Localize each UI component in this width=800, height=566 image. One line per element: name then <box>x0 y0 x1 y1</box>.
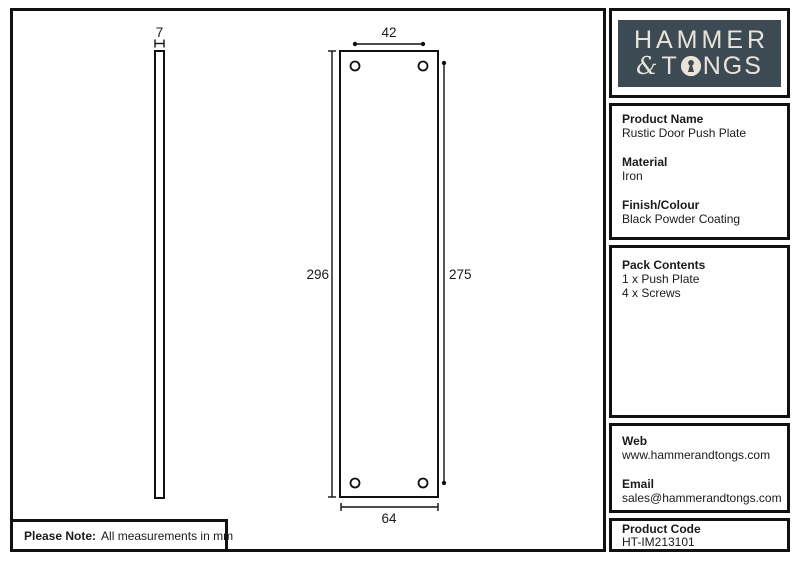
height-dimension-line <box>328 51 336 497</box>
width-dimension-label: 64 <box>381 511 397 526</box>
height-dimension-label: 296 <box>306 267 329 282</box>
drawing-panel <box>10 8 606 552</box>
pack-contents-label: Pack Contents <box>622 258 706 272</box>
material-label: Material <box>622 155 668 169</box>
thickness-dimension-line <box>155 40 164 48</box>
ampersand-glyph: & <box>636 51 660 80</box>
screw-hole-top-left <box>351 62 360 71</box>
note-label: Please Note: <box>24 528 97 543</box>
product-name-label: Product Name <box>622 112 704 126</box>
logo-panel <box>609 8 790 98</box>
finish-colour-value: Black Powder Coating <box>622 212 741 226</box>
logo-word-tongs <box>636 53 763 80</box>
email-value: sales@hammerandtongs.com <box>622 491 782 505</box>
hole-span-y-dimension-label: 275 <box>449 267 472 282</box>
pack-contents-item-1: 1 x Push Plate <box>622 272 700 286</box>
material-value: Iron <box>622 169 643 183</box>
hole-span-y-dimension-line <box>442 61 446 485</box>
web-label: Web <box>622 434 648 448</box>
pack-contents-panel <box>609 245 790 418</box>
product-info-panel <box>609 103 790 240</box>
product-code-label: Product Code <box>622 522 701 536</box>
screw-hole-top-right <box>419 62 428 71</box>
product-code-panel <box>609 518 790 552</box>
note-text: All measurements in mm <box>101 528 234 543</box>
finish-colour-field <box>622 198 779 226</box>
screw-hole-bottom-left <box>351 479 360 488</box>
front-view-rect <box>340 51 438 497</box>
material-field <box>622 155 779 183</box>
keyhole-icon <box>680 55 702 77</box>
hole-span-x-dimension-label: 42 <box>381 25 397 40</box>
email-field <box>622 477 782 505</box>
product-code-value: HT-IM213101 <box>622 535 695 549</box>
hammer-and-tongs-logo <box>618 20 781 87</box>
finish-colour-label: Finish/Colour <box>622 198 700 212</box>
contact-panel <box>609 423 790 513</box>
logo-word2-start: T <box>661 51 679 80</box>
screw-hole-bottom-right <box>419 479 428 488</box>
web-field <box>622 434 779 462</box>
web-value: www.hammerandtongs.com <box>622 448 771 462</box>
measurement-note <box>10 519 234 552</box>
technical-drawing <box>13 11 603 549</box>
pack-contents-item-2: 4 x Screws <box>622 286 681 300</box>
width-dimension-line <box>341 503 438 511</box>
email-label: Email <box>622 477 655 491</box>
logo-word2-end: NGS <box>702 51 763 80</box>
product-name-value: Rustic Door Push Plate <box>622 126 747 140</box>
product-name-field <box>622 112 779 140</box>
hole-span-x-dimension-line <box>353 42 425 46</box>
thickness-dimension-label: 7 <box>155 25 164 40</box>
logo-word-hammer: HAMMER <box>633 25 770 54</box>
side-view-rect <box>155 51 164 498</box>
